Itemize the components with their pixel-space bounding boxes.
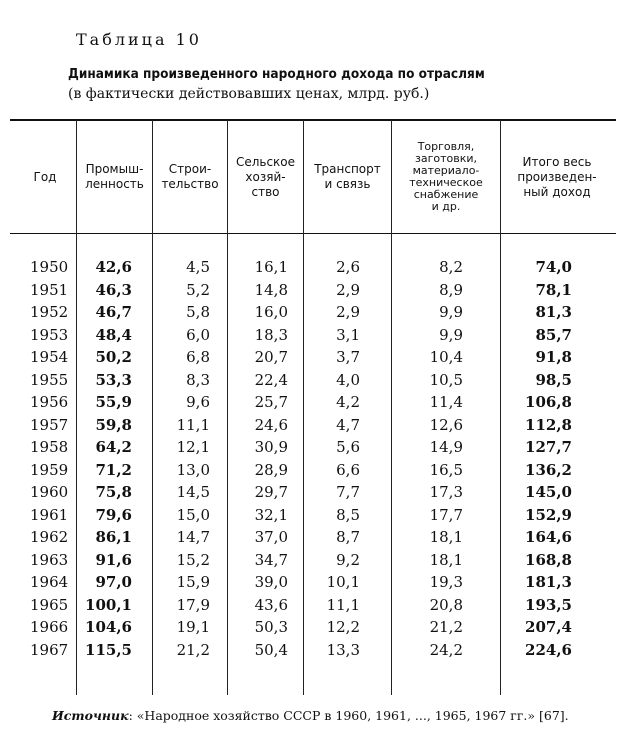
year-cell: 1960	[30, 483, 69, 501]
value-cell: 46,7	[95, 303, 132, 321]
value-cell: 10,1	[326, 573, 360, 591]
value-cell: 207,4	[525, 618, 572, 636]
table-row	[0, 416, 630, 439]
value-cell: 25,7	[254, 393, 288, 411]
value-cell: 9,6	[186, 393, 210, 411]
value-cell: 10,4	[429, 348, 463, 366]
value-cell: 17,7	[429, 505, 463, 524]
value-cell: 193,5	[525, 595, 572, 614]
value-cell: 164,6	[525, 528, 572, 546]
table-row	[0, 393, 630, 416]
year-cell: 1966	[30, 618, 69, 636]
value-cell: 8,7	[336, 528, 360, 546]
value-cell: 21,2	[429, 618, 463, 636]
value-cell: 32,1	[254, 505, 288, 524]
value-cell: 19,1	[176, 618, 210, 636]
table-row	[0, 371, 630, 394]
value-cell: 74,0	[535, 258, 572, 276]
value-cell: 5,2	[186, 280, 210, 299]
value-cell: 17,9	[176, 595, 210, 614]
table-row	[0, 618, 630, 641]
table-row	[0, 281, 630, 304]
value-cell: 5,6	[336, 438, 360, 456]
source-text: : «Народное хозяйство СССР в 1960, 1961, ..., 1965, 1967 гг.» [67].	[128, 708, 569, 723]
value-cell: 14,8	[254, 280, 288, 299]
table-row	[0, 528, 630, 551]
value-cell: 18,1	[429, 528, 463, 546]
value-cell: 3,1	[336, 325, 360, 344]
value-cell: 64,2	[95, 438, 132, 456]
value-cell: 127,7	[525, 438, 572, 456]
source-label: Источник	[52, 708, 129, 723]
value-cell: 2,9	[336, 303, 360, 321]
table-row	[0, 461, 630, 484]
value-cell: 98,5	[535, 370, 572, 389]
year-cell: 1951	[30, 280, 69, 299]
year-cell: 1959	[30, 460, 69, 479]
value-cell: 91,6	[95, 550, 132, 569]
value-cell: 4,5	[186, 258, 210, 276]
value-cell: 106,8	[525, 393, 572, 411]
value-cell: 37,0	[254, 528, 288, 546]
value-cell: 46,3	[95, 280, 132, 299]
value-cell: 145,0	[525, 483, 572, 501]
value-cell: 2,6	[336, 258, 360, 276]
value-cell: 14,5	[176, 483, 210, 501]
year-cell: 1958	[30, 438, 69, 456]
value-cell: 9,9	[439, 325, 463, 344]
value-cell: 55,9	[95, 393, 132, 411]
value-cell: 50,2	[95, 348, 132, 366]
value-cell: 43,6	[254, 595, 288, 614]
value-cell: 100,1	[85, 595, 132, 614]
header-transport: Транспорт и связь	[314, 162, 381, 191]
table-row	[0, 483, 630, 506]
value-cell: 78,1	[535, 280, 572, 299]
header-construction: Строи- тельство	[161, 162, 219, 191]
table-row	[0, 596, 630, 619]
value-cell: 152,9	[525, 505, 572, 524]
value-cell: 11,4	[429, 393, 463, 411]
value-cell: 13,0	[176, 460, 210, 479]
table-label: Таблица 10	[76, 30, 202, 49]
table-subtitle: (в фактически действовавших ценах, млрд. руб.)	[68, 86, 430, 102]
table-body	[0, 258, 630, 663]
value-cell: 15,9	[176, 573, 210, 591]
value-cell: 42,6	[95, 258, 132, 276]
value-cell: 112,8	[525, 415, 572, 434]
value-cell: 12,1	[176, 438, 210, 456]
value-cell: 12,2	[326, 618, 360, 636]
value-cell: 6,6	[336, 460, 360, 479]
header-agriculture: Сельское хозяй- ство	[235, 154, 296, 199]
table-title: Динамика произведенного народного дохода по отраслям	[68, 66, 485, 82]
value-cell: 20,7	[254, 348, 288, 366]
value-cell: 48,4	[95, 325, 132, 344]
value-cell: 5,8	[186, 303, 210, 321]
value-cell: 12,6	[429, 415, 463, 434]
value-cell: 3,7	[336, 348, 360, 366]
value-cell: 28,9	[254, 460, 288, 479]
value-cell: 11,1	[326, 595, 360, 614]
header-industry: Промыш- ленность	[85, 162, 144, 191]
header-total: Итого весь произведен- ный доход	[517, 154, 597, 199]
value-cell: 168,8	[525, 550, 572, 569]
value-cell: 9,2	[336, 550, 360, 569]
value-cell: 39,0	[254, 573, 288, 591]
year-cell: 1956	[30, 393, 69, 411]
year-cell: 1953	[30, 325, 69, 344]
value-cell: 9,9	[439, 303, 463, 321]
top-rule	[10, 119, 616, 121]
year-cell: 1957	[30, 415, 69, 434]
value-cell: 71,2	[95, 460, 132, 479]
value-cell: 75,8	[95, 483, 132, 501]
year-cell: 1950	[30, 258, 69, 276]
value-cell: 91,8	[535, 348, 572, 366]
table-row	[0, 551, 630, 574]
value-cell: 14,7	[176, 528, 210, 546]
value-cell: 16,5	[429, 460, 463, 479]
table-row	[0, 303, 630, 326]
value-cell: 79,6	[95, 505, 132, 524]
value-cell: 30,9	[254, 438, 288, 456]
table-row	[0, 326, 630, 349]
value-cell: 8,2	[439, 258, 463, 276]
table-row	[0, 573, 630, 596]
value-cell: 24,2	[429, 640, 463, 659]
value-cell: 85,7	[535, 325, 572, 344]
value-cell: 21,2	[176, 640, 210, 659]
value-cell: 8,9	[439, 280, 463, 299]
year-cell: 1962	[30, 528, 69, 546]
value-cell: 14,9	[429, 438, 463, 456]
source-note	[52, 708, 569, 723]
year-cell: 1963	[30, 550, 69, 569]
year-cell: 1955	[30, 370, 69, 389]
value-cell: 50,3	[254, 618, 288, 636]
year-cell: 1967	[30, 640, 69, 659]
table-row	[0, 506, 630, 529]
value-cell: 18,3	[254, 325, 288, 344]
year-cell: 1952	[30, 303, 69, 321]
value-cell: 8,3	[186, 370, 210, 389]
value-cell: 19,3	[429, 573, 463, 591]
value-cell: 20,8	[429, 595, 463, 614]
value-cell: 16,0	[254, 303, 288, 321]
header-trade: Торговля, заготовки, материало- техническое снабжение и др.	[409, 140, 483, 213]
value-cell: 224,6	[525, 640, 572, 659]
value-cell: 22,4	[254, 370, 288, 389]
value-cell: 15,0	[176, 505, 210, 524]
value-cell: 34,7	[254, 550, 288, 569]
value-cell: 104,6	[85, 618, 132, 636]
table-row	[0, 438, 630, 461]
value-cell: 13,3	[326, 640, 360, 659]
value-cell: 11,1	[176, 415, 210, 434]
value-cell: 59,8	[95, 415, 132, 434]
value-cell: 4,7	[336, 415, 360, 434]
value-cell: 10,5	[429, 370, 463, 389]
value-cell: 81,3	[535, 303, 572, 321]
value-cell: 18,1	[429, 550, 463, 569]
value-cell: 50,4	[254, 640, 288, 659]
value-cell: 6,8	[186, 348, 210, 366]
header-year: Год	[33, 169, 57, 184]
value-cell: 86,1	[95, 528, 132, 546]
year-cell: 1961	[30, 505, 69, 524]
table-row	[0, 348, 630, 371]
table-row	[0, 258, 630, 281]
value-cell: 136,2	[525, 460, 572, 479]
year-cell: 1954	[30, 348, 69, 366]
value-cell: 24,6	[254, 415, 288, 434]
value-cell: 115,5	[85, 640, 132, 659]
value-cell: 97,0	[95, 573, 132, 591]
value-cell: 29,7	[254, 483, 288, 501]
table-row	[0, 641, 630, 664]
value-cell: 15,2	[176, 550, 210, 569]
value-cell: 181,3	[525, 573, 572, 591]
value-cell: 53,3	[95, 370, 132, 389]
value-cell: 8,5	[336, 505, 360, 524]
year-cell: 1965	[30, 595, 69, 614]
value-cell: 16,1	[254, 258, 288, 276]
value-cell: 7,7	[336, 483, 360, 501]
value-cell: 2,9	[336, 280, 360, 299]
value-cell: 6,0	[186, 325, 210, 344]
value-cell: 17,3	[429, 483, 463, 501]
header-rule	[10, 233, 616, 234]
value-cell: 4,0	[336, 370, 360, 389]
value-cell: 4,2	[336, 393, 360, 411]
year-cell: 1964	[30, 573, 69, 591]
